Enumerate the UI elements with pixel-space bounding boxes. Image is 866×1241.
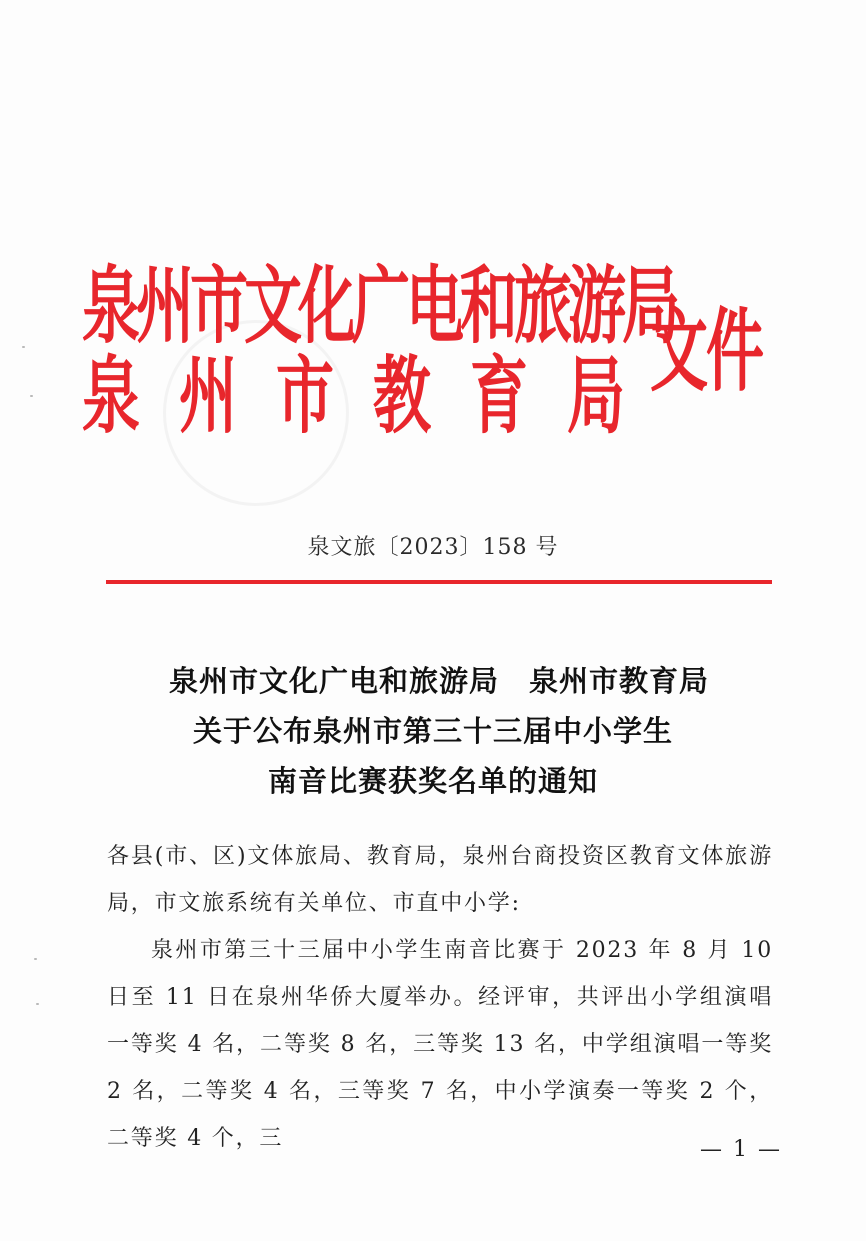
- page-number: — 1 —: [700, 1137, 782, 1162]
- red-separator-line: [106, 580, 772, 584]
- document-number: 泉文旅〔2023〕158 号: [307, 535, 559, 560]
- scan-speck: [22, 346, 25, 348]
- scan-speck: [36, 1003, 39, 1005]
- salutation: 各县(市、区)文体旅局、教育局，泉州台商投资区教育文体旅游局，市文旅系统有关单位、市直中小学:: [107, 844, 773, 916]
- title-line-2: 关于公布泉州市第三十三届中小学生: [192, 714, 673, 748]
- title-line-1: 泉州市文化广电和旅游局 泉州市教育局: [168, 664, 709, 698]
- issuer-name-line-2: 泉州市教育局: [82, 346, 665, 446]
- issuer-name-line-1: 泉州市文化广电和旅游局: [82, 256, 677, 356]
- scan-speck: [34, 958, 37, 960]
- body-paragraph: 泉州市第三十三届中小学生南音比赛于 2023 年 8 月 10 日至 11 日在泉州华侨大厦举办。经评审，共评出小学组演唱一等奖 4 名，二等奖 8 名，三等奖 13 名，中学组演唱一等奖 2 名，二等奖 4 名，三等奖 7 名，中小学演奏一等奖 2 个，二等奖 4 个，三: [107, 938, 773, 1151]
- title-line-3: 南音比赛获奖名单的通知: [267, 764, 598, 798]
- scan-speck: [30, 395, 33, 397]
- document-title: [0, 656, 866, 806]
- document-type-label: 文件: [650, 298, 763, 404]
